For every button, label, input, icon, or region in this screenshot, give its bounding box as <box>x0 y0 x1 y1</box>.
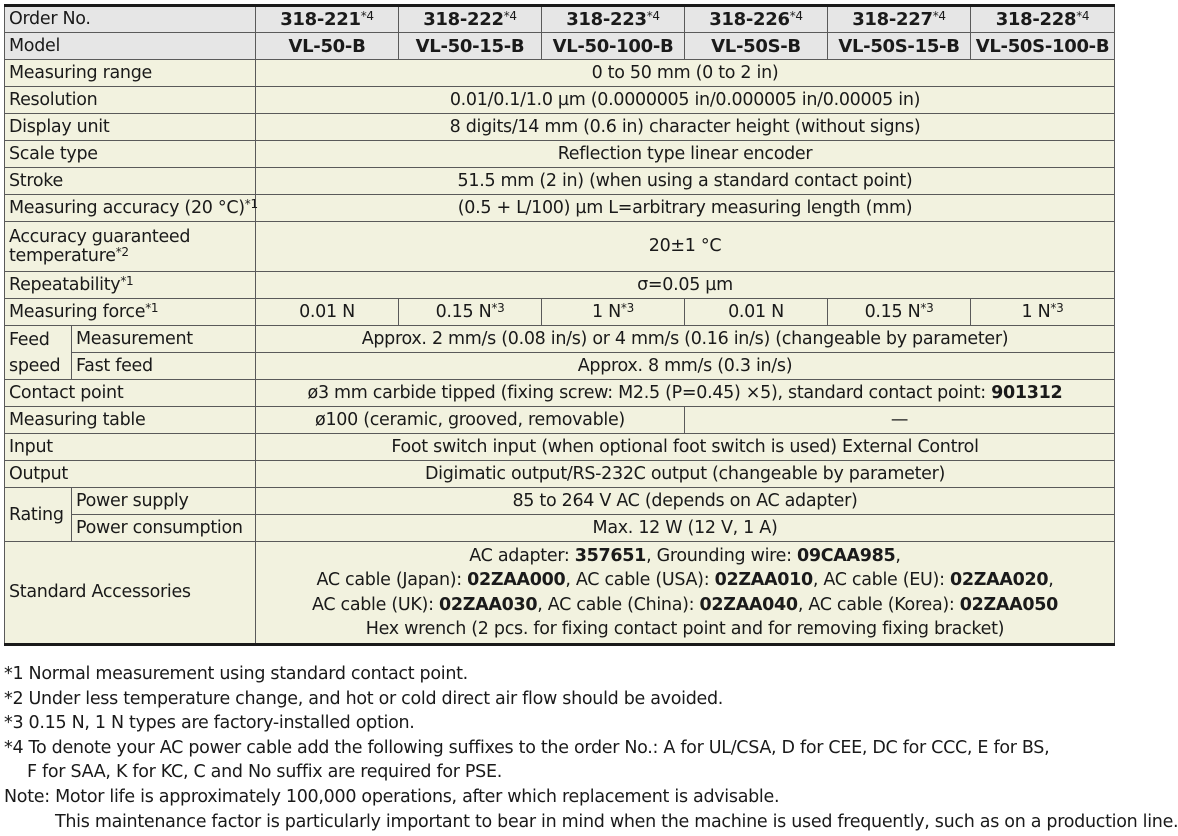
footnote-3: *3 0.15 N, 1 N types are factory-installed option. <box>4 713 415 734</box>
footnote-2: *2 Under less temperature change, and hot or cold direct air flow should be avoided. <box>4 688 724 709</box>
row-label: Measuring force$^{*1}$ <box>5 299 256 326</box>
footnote-4: *4 To denote your AC power cable add the following suffixes to the order No.: A for UL/CSA, D for CEE, DC for CCC, E for BS, <box>4 737 1050 758</box>
row-value: Approx. 2 mm/s (0.08 in/s) or 4 mm/s (0.16 in/s) (changeable by parameter) <box>256 326 1115 353</box>
order-number-label: Order No. <box>5 6 256 33</box>
footnotes <box>4 662 1178 834</box>
model-row <box>5 33 1115 60</box>
footnote-4-continued: F for SAA, K for KC, C and No suffix are required for PSE. <box>27 762 502 783</box>
display-unit-row <box>5 114 1115 141</box>
accessories-line: AC cable (Japan): 02ZAA000, AC cable (USA): 02ZAA010, AC cable (EU): 02ZAA020, <box>316 570 1054 590</box>
row-value: 0 to 50 mm (0 to 2 in) <box>256 60 1115 87</box>
row-label: Scale type <box>5 141 256 168</box>
row-label: Power consumption <box>72 515 256 542</box>
row-value: Max. 12 W (12 V, 1 A) <box>256 515 1115 542</box>
order-number-cell: 318-223$^{*4}$ <box>542 6 685 33</box>
scale-type-row <box>5 141 1115 168</box>
repeatability-row <box>5 272 1115 299</box>
row-value: Foot switch input (when optional foot switch is used) External Control <box>256 434 1115 461</box>
force-cell: 1 $N^{*3}$ <box>971 299 1115 326</box>
part-number: 901312 <box>991 382 1063 403</box>
model-cell: VL-50-100-B <box>542 33 685 60</box>
order-number-cell: 318-227$^{*4}$ <box>828 6 971 33</box>
row-value: 51.5 mm (2 in) (when using a standard contact point) <box>256 168 1115 195</box>
row-value: Reflection type linear encoder <box>256 141 1115 168</box>
rating-power-supply-row <box>5 488 1115 515</box>
row-value: σ=0.05 µm <box>256 272 1115 299</box>
row-value: 20±1 °C <box>256 222 1115 272</box>
row-label: Standard Accessories <box>5 542 256 645</box>
contact-point-row <box>5 380 1115 407</box>
row-value: (0.5 + L/100) µm L=arbitrary measuring length (mm) <box>256 195 1115 222</box>
model-cell: VL-50-B <box>256 33 399 60</box>
row-value: — <box>685 407 1115 434</box>
force-cell: 1 $N^{*3}$ <box>542 299 685 326</box>
input-row <box>5 434 1115 461</box>
row-label: Contact point <box>5 380 256 407</box>
accessories-line: Hex wrench (2 pcs. for fixing contact point and for removing fixing bracket) <box>365 619 1005 639</box>
row-value: 85 to 264 V AC (depends on AC adapter) <box>256 488 1115 515</box>
accessories-line: AC adapter: 357651, Grounding wire: 09CAA985, <box>469 545 901 566</box>
row-value: 8 digits/14 mm (0.6 in) character height (without signs) <box>256 114 1115 141</box>
model-cell: VL-50S-B <box>685 33 828 60</box>
row-label: Measuring accuracy (20 °C)$^{*1}$ <box>5 195 256 222</box>
measuring-accuracy-row <box>5 195 1115 222</box>
row-label: Power supply <box>72 488 256 515</box>
row-label: Repeatability$^{*1}$ <box>5 272 256 299</box>
specification-table <box>4 4 1115 646</box>
rating-power-consumption-row <box>5 515 1115 542</box>
order-number-cell: 318-222$^{*4}$ <box>399 6 542 33</box>
row-label: Input <box>5 434 256 461</box>
row-value: ø3 mm carbide tipped (fixing screw: M2.5 (P=0.45) ×5), standard contact point: 901312 <box>256 380 1115 407</box>
force-cell: 0.15 $N^{*3}$ <box>399 299 542 326</box>
feed-speed-measurement-row <box>5 326 1115 353</box>
model-cell: VL-50S-100-B <box>971 33 1115 60</box>
measuring-table-row <box>5 407 1115 434</box>
order-number-row <box>5 6 1115 33</box>
row-value: Digimatic output/RS-232C output (changeable by parameter) <box>256 461 1115 488</box>
row-label: Measuring range <box>5 60 256 87</box>
order-number-cell: 318-221$^{*4}$ <box>256 6 399 33</box>
measuring-force-row <box>5 299 1115 326</box>
row-label: Fast feed <box>72 353 256 380</box>
model-label: Model <box>5 33 256 60</box>
row-label: Accuracy guaranteed temperature$^{*2}$ <box>5 222 256 272</box>
row-label: Stroke <box>5 168 256 195</box>
resolution-row <box>5 87 1115 114</box>
accuracy-temperature-row <box>5 222 1115 272</box>
force-cell: 0.01 N <box>685 299 828 326</box>
output-row <box>5 461 1115 488</box>
maintenance-note-continued: This maintenance factor is particularly important to bear in mind when the machine is used frequently, such as on a production line. <box>55 811 1178 832</box>
row-label: Output <box>5 461 256 488</box>
accessories-line: AC cable (UK): 02ZAA030, AC cable (China): 02ZAA040, AC cable (Korea): 02ZAA050 <box>311 594 1059 615</box>
footnote-1: *1 Normal measurement using standard contact point. <box>4 664 468 684</box>
maintenance-note: Note: Motor life is approximately 100,000 operations, after which replacement is advisable. <box>4 786 780 807</box>
row-label: Measuring table <box>5 407 256 434</box>
accessories-value <box>256 542 1115 645</box>
model-cell: VL-50-15-B <box>399 33 542 60</box>
feed-speed-fast-row <box>5 353 1115 380</box>
model-cell: VL-50S-15-B <box>828 33 971 60</box>
order-number-cell: 318-226$^{*4}$ <box>685 6 828 33</box>
row-label: Resolution <box>5 87 256 114</box>
rating-group-label: Rating <box>5 488 72 542</box>
row-value: ø100 (ceramic, grooved, removable) <box>256 407 685 434</box>
row-label: Display unit <box>5 114 256 141</box>
row-value: Approx. 8 mm/s (0.3 in/s) <box>256 353 1115 380</box>
row-label: Measurement <box>72 326 256 353</box>
row-value: 0.01/0.1/1.0 µm (0.0000005 in/0.000005 in/0.00005 in) <box>256 87 1115 114</box>
force-cell: 0.01 N <box>256 299 399 326</box>
standard-accessories-row <box>5 542 1115 645</box>
stroke-row <box>5 168 1115 195</box>
order-number-cell: 318-228$^{*4}$ <box>971 6 1115 33</box>
feed-speed-group-label: Feed speed <box>5 326 72 380</box>
measuring-range-row <box>5 60 1115 87</box>
force-cell: 0.15 $N^{*3}$ <box>828 299 971 326</box>
